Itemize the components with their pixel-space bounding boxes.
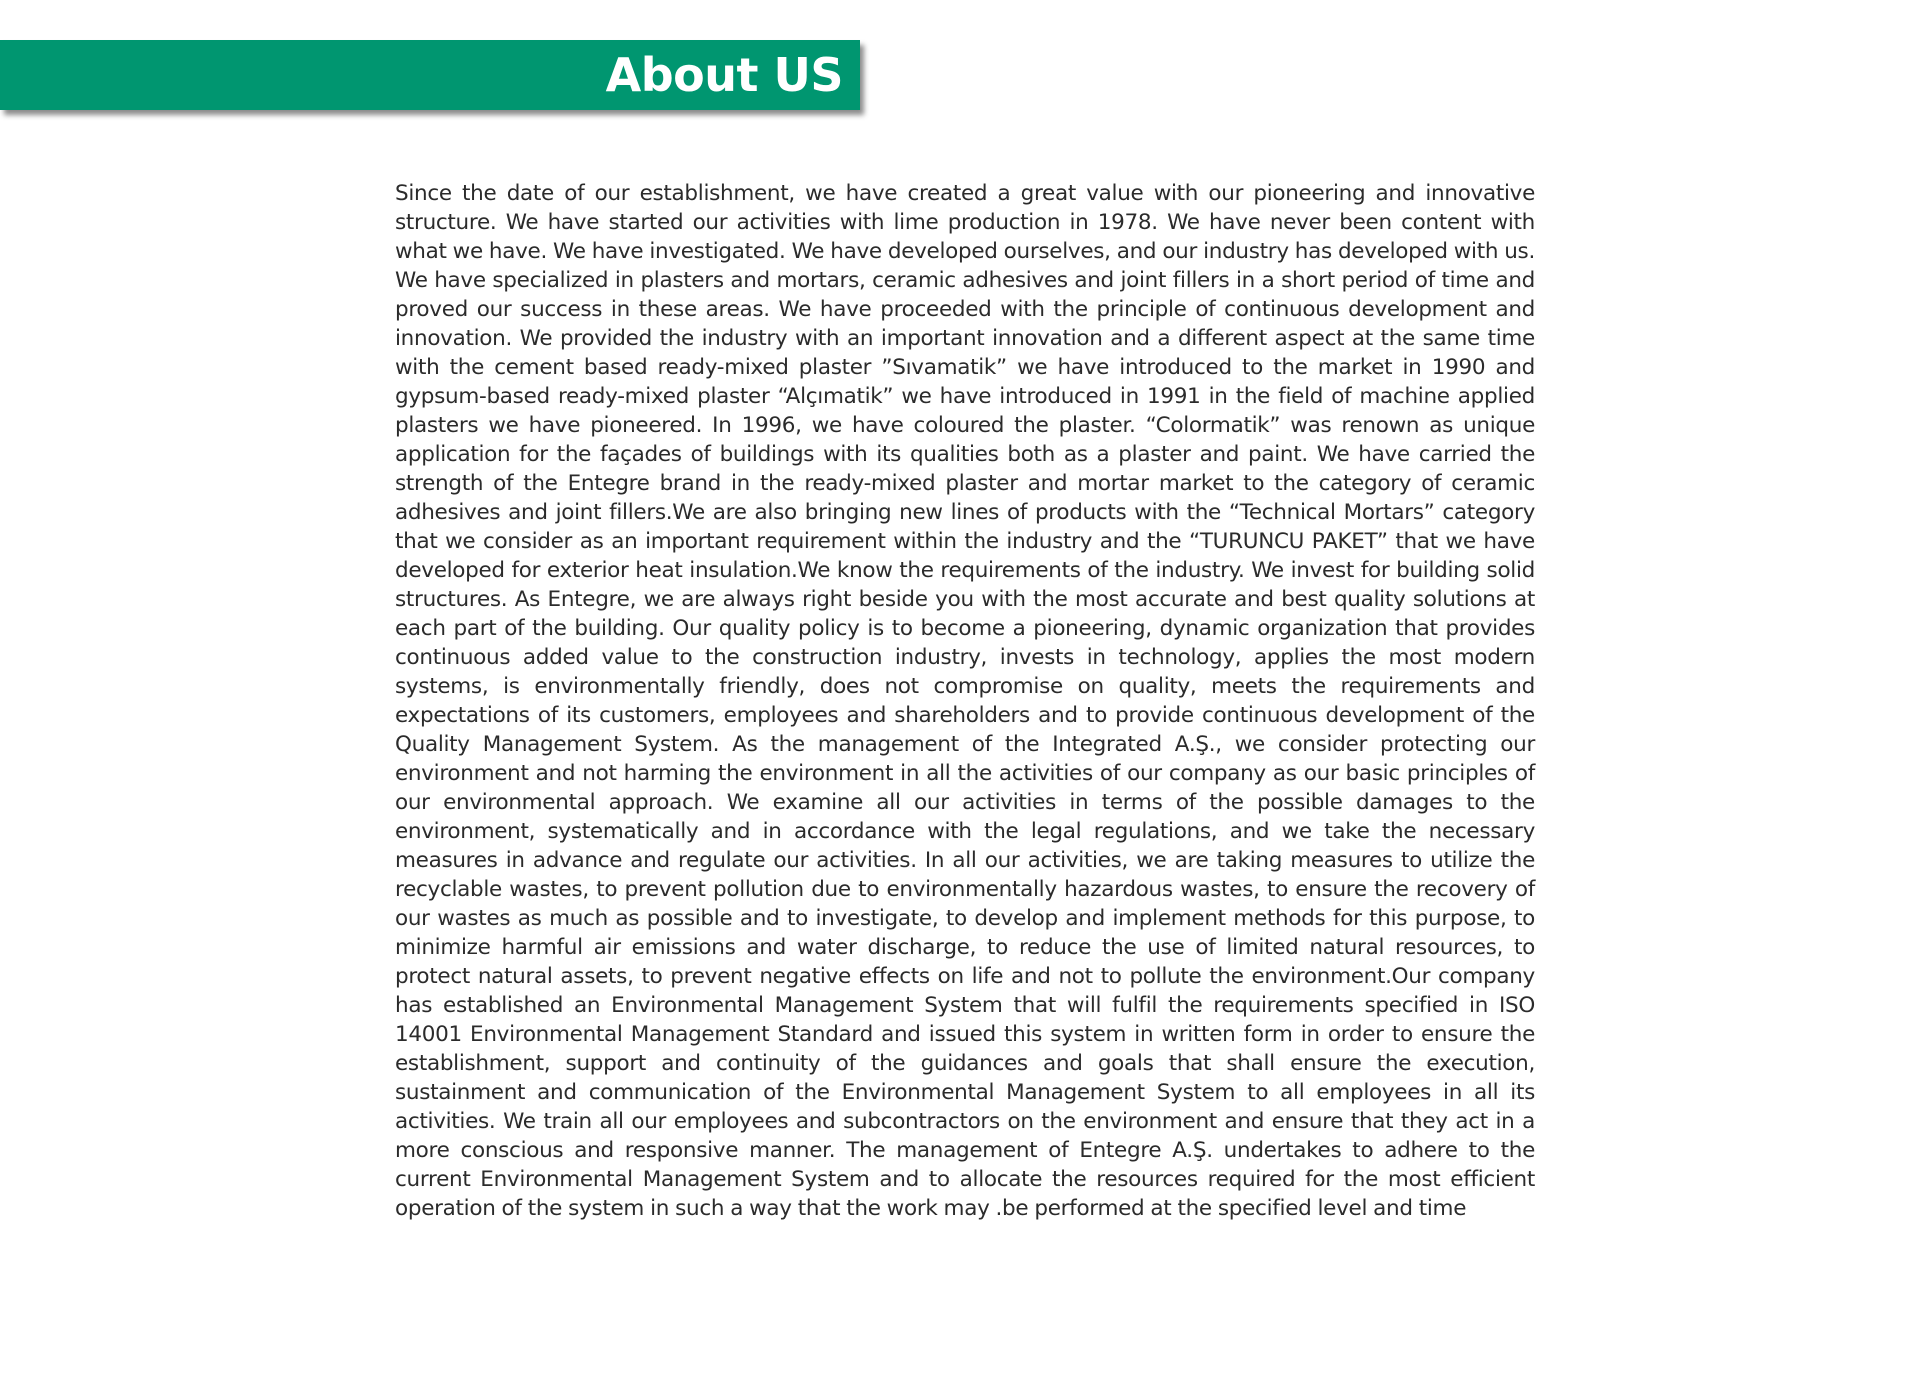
- page-title: About US: [605, 48, 843, 102]
- title-banner: [0, 40, 860, 110]
- about-paragraph: Since the date of our establishment, we have created a great value with our pioneering and innovative structure. We have started our activities with lime production in 1978. We have never been content with what we have. We have investigated. We have developed ourselves, and our industry has developed with us. We have specialized in plasters and mortars, ceramic adhesives and joint fillers in a short period of time and proved our success in these areas. We have proceeded with the principle of continuous development and innovation. We provided the industry with an important innovation and a different aspect at the same time with the cement based ready-mixed plaster ”Sıvamatik” we have introduced to the market in 1990 and gypsum-based ready-mixed plaster “Alçımatik” we have introduced in 1991 in the field of machine applied plasters we have pioneered. In 1996, we have coloured the plaster. “Colormatik” was renown as unique application for the façades of buildings with its qualities both as a plaster and paint. We have carried the strength of the Entegre brand in the ready-mixed plaster and mortar market to the category of ceramic adhesives and joint fillers.We are also bringing new lines of products with the “Technical Mortars” category that we consider as an important requirement within the industry and the “TURUNCU PAKET” that we have developed for exterior heat insulation.We know the requirements of the industry. We invest for building solid structures. As Entegre, we are always right beside you with the most accurate and best quality solutions at each part of the building. Our quality policy is to become a pioneering, dynamic organization that provides continuous added value to the construction industry, invests in technology, applies the most modern systems, is environmentally friendly, does not compromise on quality, meets the requirements and expectations of its customers, employees and shareholders and to provide continuous development of the Quality Management System. As the management of the Integrated A.Ş., we consider protecting our environment and not harming the environment in all the activities of our company as our basic principles of our environmental approach. We examine all our activities in terms of the possible damages to the environment, systematically and in accordance with the legal regulations, and we take the necessary measures in advance and regulate our activities. In all our activities, we are taking measures to utilize the recyclable wastes, to prevent pollution due to environmentally hazardous wastes, to ensure the recovery of our wastes as much as possible and to investigate, to develop and implement methods for this purpose, to minimize harmful air emissions and water discharge, to reduce the use of limited natural resources, to protect natural assets, to prevent negative effects on life and not to pollute the environment.Our company has established an Environmental Management System that will fulfil the requirements specified in ISO 14001 Environmental Management Standard and issued this system in written form in order to ensure the establishment, support and continuity of the guidances and goals that shall ensure the execution, sustainment and communication of the Environmental Management System to all employees in all its activities. We train all our employees and subcontractors on the environment and ensure that they act in a more conscious and responsive manner. The management of Entegre A.Ş. undertakes to adhere to the current Environmental Management System and to allocate the resources required for the most efficient operation of the system in such a way that the work may .be performed at the specified level and time: [395, 181, 1535, 1221]
